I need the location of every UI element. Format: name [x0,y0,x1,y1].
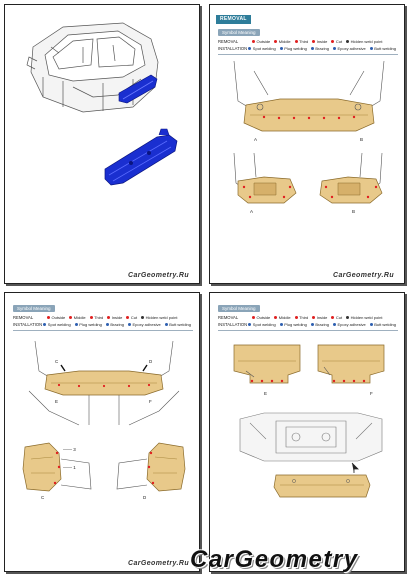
callout-e: E [55,399,59,404]
weld-dot-icon [252,316,255,319]
legend-item: Spot welding [248,46,275,51]
weld-dot-icon [274,40,277,43]
epoxy-icon [333,323,336,326]
hidden-weld-icon [141,316,144,319]
legend-item: Cut [331,315,342,320]
legend-item: Hidden weld point [346,315,382,320]
spot-weld-icon [248,323,251,326]
divider [13,330,193,331]
brazing-icon [106,323,109,326]
detail-label-d: D [143,495,147,500]
weld-dot-icon [69,316,72,319]
weld-dot-icon [90,316,93,319]
callout-c: C [55,359,59,364]
legend-item: Epoxy adhesive [333,46,366,51]
detail-b-diagram [312,153,394,215]
detail-label-f: F [370,391,373,396]
legend-item: Butt welding [370,46,396,51]
removal-label: REMOVAL [218,314,239,320]
legend-item: Middle [274,39,290,44]
rear-panel-overview-diagram [224,61,394,143]
plug-weld-icon [280,323,283,326]
legend-item: Plug welding [280,46,307,51]
rear-body-locator-diagram [236,411,386,507]
legend-removal-row [218,314,400,320]
legend-item: Spot welding [248,322,275,327]
spot-weld-icon [43,323,46,326]
legend-installation-row [218,321,400,327]
detail-label-e: E [264,391,268,396]
removal-label: REMOVAL [218,38,239,44]
spot-weld-icon [248,47,251,50]
installation-label: INSTALLATION [218,45,248,51]
removal-label: REMOVAL [13,314,34,320]
weld-dot-icon [312,316,315,319]
brazing-icon [311,323,314,326]
legend-item: Brazing [106,322,124,327]
svg-text:—— 1: —— 1 [63,465,76,470]
detail-a-diagram [224,153,304,215]
legend-item: Inside [312,39,327,44]
detail-label-a: A [250,209,254,214]
legend-item: Outside [47,315,65,320]
rear-floor-installation-diagram [19,341,189,427]
legend-item: Hidden weld point [141,315,177,320]
legend-item: Outside [252,39,270,44]
legend-item: Spot welding [43,322,70,327]
epoxy-icon [128,323,131,326]
legend-item: Middle [69,315,85,320]
divider [218,54,398,55]
epoxy-icon [333,47,336,50]
detail-c-diagram [19,439,99,501]
watermark: CarGeometry.Ru [128,560,189,567]
detail-f-diagram [314,341,390,399]
weld-dot-icon [274,316,277,319]
callout-f: F [149,399,152,404]
page-1 [4,4,200,284]
page-3 [4,292,200,572]
plug-weld-icon [280,47,283,50]
installation-label: INSTALLATION [218,321,248,327]
page-2 [209,4,405,284]
symbol-meaning-title: Symbol Meaning [13,305,55,312]
hidden-weld-icon [346,40,349,43]
weld-dot-icon [107,316,110,319]
butt-weld-icon [165,323,168,326]
weld-dot-icon [252,40,255,43]
callout-a: A [254,137,258,142]
callout-b: B [360,137,364,142]
legend-item: Hidden weld point [346,39,382,44]
legend-item: Third [295,39,309,44]
hidden-weld-icon [346,316,349,319]
weld-dot-icon [295,40,298,43]
legend-item: Cut [126,315,137,320]
watermark: CarGeometry.Ru [128,272,189,279]
vehicle-body-illustration [23,17,173,117]
rear-panel-part-illustration [101,129,181,189]
legend-item: Inside [312,315,327,320]
cut-icon [126,316,129,319]
legend-item: Middle [274,315,290,320]
watermark-large: CarGeometry [190,546,359,573]
callout-d: D [149,359,153,364]
legend-removal-row [13,314,195,320]
detail-label-b: B [352,209,356,214]
legend-item: Cut [331,39,342,44]
symbol-meaning-title: Symbol Meaning [218,305,260,312]
legend-item: Plug welding [75,322,102,327]
legend-item: Butt welding [370,322,396,327]
legend-installation-row [13,321,195,327]
legend-item: Third [295,315,309,320]
brazing-icon [311,47,314,50]
plug-weld-icon [75,323,78,326]
weld-dot-icon [312,40,315,43]
legend-item: Third [90,315,104,320]
weld-dot-icon [295,316,298,319]
detail-e-diagram [230,341,306,399]
butt-weld-icon [370,47,373,50]
symbol-meaning-title: Symbol Meaning [218,29,260,36]
weld-dot-icon [47,316,50,319]
section-header: REMOVAL [216,15,251,24]
legend-item: Brazing [311,46,329,51]
legend-item: Brazing [311,322,329,327]
page-4 [209,292,405,572]
legend-item: Epoxy adhesive [128,322,161,327]
legend-installation-row [218,45,400,51]
detail-d-diagram [107,439,189,501]
butt-weld-icon [370,323,373,326]
installation-label: INSTALLATION [13,321,43,327]
svg-text:—— 3: —— 3 [63,447,76,452]
divider [218,330,398,331]
legend-item: Epoxy adhesive [333,322,366,327]
legend-item: Plug welding [280,322,307,327]
watermark: CarGeometry.Ru [333,272,394,279]
legend-item: Butt welding [165,322,191,327]
legend-item: Outside [252,315,270,320]
cut-icon [331,40,334,43]
detail-label-c: C [41,495,45,500]
cut-icon [331,316,334,319]
legend-item: Inside [107,315,122,320]
legend-removal-row [218,38,400,44]
